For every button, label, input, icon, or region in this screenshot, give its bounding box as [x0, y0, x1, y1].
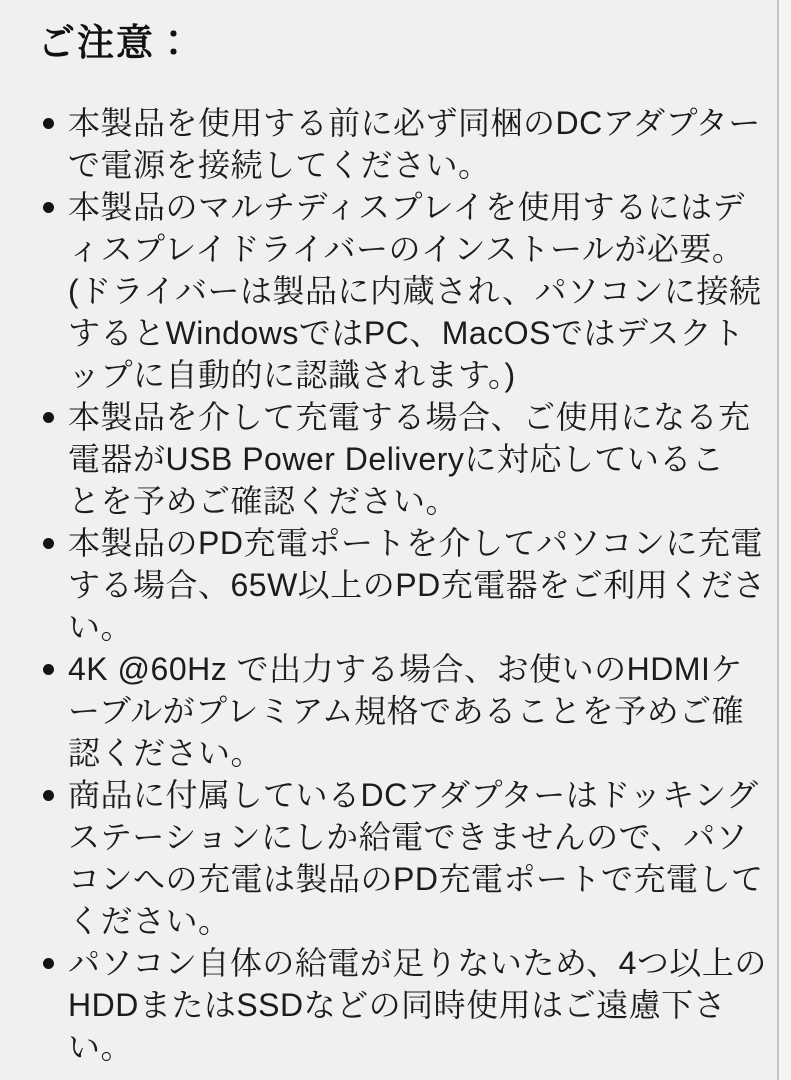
notice-line: で電源を接続してください。: [68, 147, 491, 183]
notice-line: ください。: [68, 903, 231, 939]
notice-item: [38, 942, 767, 1068]
notice-line: 商品に付属しているDCアダプターはドッキング: [68, 777, 759, 813]
notice-item: [38, 648, 757, 774]
bullet-icon: [43, 412, 54, 423]
photo-edge-divider: [777, 0, 779, 1080]
photo-edge-strip: [778, 0, 791, 1080]
notice-line: する場合、65W以上のPD充電器をご利用くださ: [68, 567, 766, 603]
notice-line: とを予めご確認ください。: [68, 483, 459, 519]
notice-line: い。: [68, 1029, 134, 1065]
notice-line: 本製品を使用する前に必ず同梱のDCアダプター: [68, 105, 761, 141]
notice-line: ップに自動的に認識されます。): [68, 357, 516, 393]
notice-item: [38, 102, 761, 186]
bullet-icon: [43, 202, 54, 213]
bullet-icon: [43, 790, 54, 801]
notice-line: パソコン自体の給電が足りないため、4つ以上の: [68, 945, 767, 981]
notice-item: [38, 774, 764, 942]
notice-line: (ドライバーは製品に内蔵され、パソコンに接続: [68, 273, 762, 309]
notice-line: 電器がUSB Power Deliveryに対応しているこ: [68, 441, 725, 477]
bullet-icon: [43, 538, 54, 549]
notice-item: [38, 186, 762, 396]
bullet-icon: [43, 118, 54, 129]
notice-item: [38, 396, 757, 522]
notice-line: コンへの充電は製品のPD充電ポートで充電して: [68, 861, 764, 897]
notice-line: ィスプレイドライバーのインストールが必要。: [68, 231, 745, 267]
notice-list: [38, 102, 767, 1068]
notice-line: 本製品のPD充電ポートを介してパソコンに充電: [68, 525, 763, 561]
page-title: ご注意：: [38, 22, 194, 63]
notice-line: 認ください。: [68, 735, 264, 771]
notice-line: ーブルがプレミアム規格であることを予めご確: [68, 693, 745, 729]
bullet-icon: [43, 958, 54, 969]
notice-line: ステーションにしか給電できませんので、パソ: [68, 819, 748, 855]
bullet-icon: [43, 664, 54, 675]
notice-line: 本製品を介して充電する場合、ご使用になる充: [68, 399, 751, 435]
notice-line: い。: [68, 609, 134, 645]
notice-line: 本製品のマルチディスプレイを使用するにはデ: [68, 189, 746, 225]
notice-line: するとWindowsではPC、MacOSではデスクト: [68, 315, 745, 351]
notice-line: HDDまたはSSDなどの同時使用はご遠慮下さ: [68, 987, 727, 1023]
notice-line: 4K @60Hz で出力する場合、お使いのHDMIケ: [68, 651, 743, 687]
notice-item: [38, 522, 766, 648]
